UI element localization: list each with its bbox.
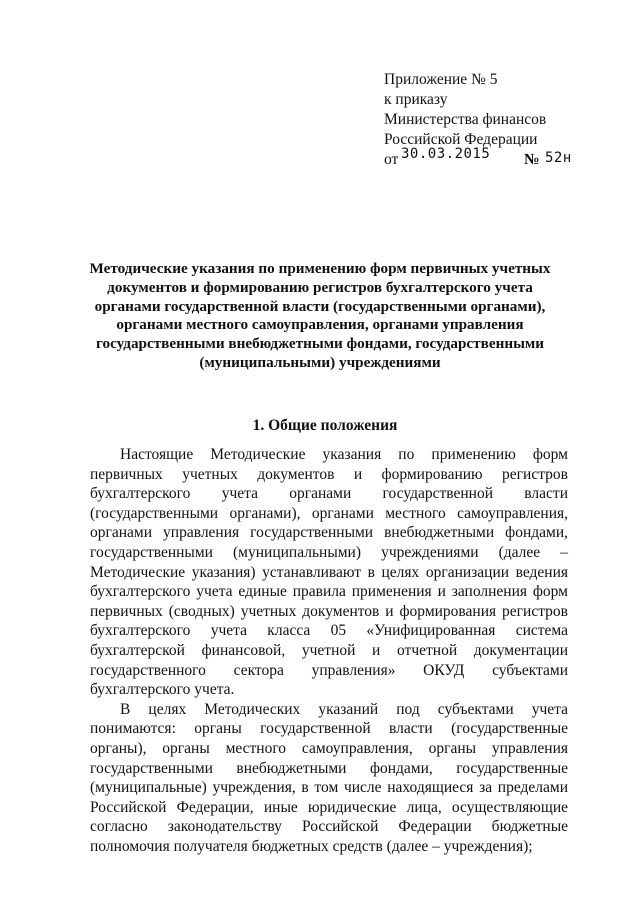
- section-heading: 1. Общие положения: [252, 417, 398, 434]
- document-body: [90, 445, 568, 856]
- paragraph: В целях Методических указаний под субъектами учета понимаются: органы государственной власти (государственные органы), органы местного самоуправления, органы управления государственными внебюджетными фондами, государственные (муниципальные) учреждения, в том числе находящиеся за пределами Российской Федерации, иные юридические лица, осуществляющие согласно законодательству Российской Федерации бюджетные полномочия получателя бюджетных средств (далее – учреждения);: [90, 700, 568, 855]
- order-date: 30.03.2015: [401, 146, 491, 162]
- order-number: 52н: [545, 150, 572, 166]
- date-prefix: от: [384, 151, 399, 168]
- appendix-header: [384, 70, 624, 170]
- appendix-date-line: [384, 146, 624, 170]
- appendix-number: Приложение № 5: [384, 71, 498, 88]
- paragraph: Настоящие Методические указания по применению форм первичных учетных документов и формированию регистров бухгалтерского учета органами государственной власти (государственными органами), органами местного самоуправления, органами управления государственными внебюджетными фондами, государственными (муниципальными) учреждениями (далее – Методические указания) устанавливают в целях организации ведения бухгалтерского учета единые правила применения и заполнения форм первичных (сводных) учетных документов и формирования регистров бухгалтерского учета класса 05 «Унифицированная система бухгалтерской финансовой, учетной и отчетной документации государственного сектора управления» ОКУД субъектами бухгалтерского учета.: [90, 446, 568, 699]
- appendix-country: Российской Федерации: [384, 131, 538, 148]
- document-title: Методические указания по применению форм первичных учетных документов и формированию регистров бухгалтерского учета органами государственной власти (государственными органами), органами местного самоуправления, органами управления государственными внебюджетными фондами, государственными (муниципальными) учреждениями: [89, 260, 551, 371]
- appendix-ministry: Министерства финансов: [384, 111, 547, 128]
- number-prefix: №: [524, 151, 540, 168]
- appendix-to-order: к приказу: [384, 91, 448, 108]
